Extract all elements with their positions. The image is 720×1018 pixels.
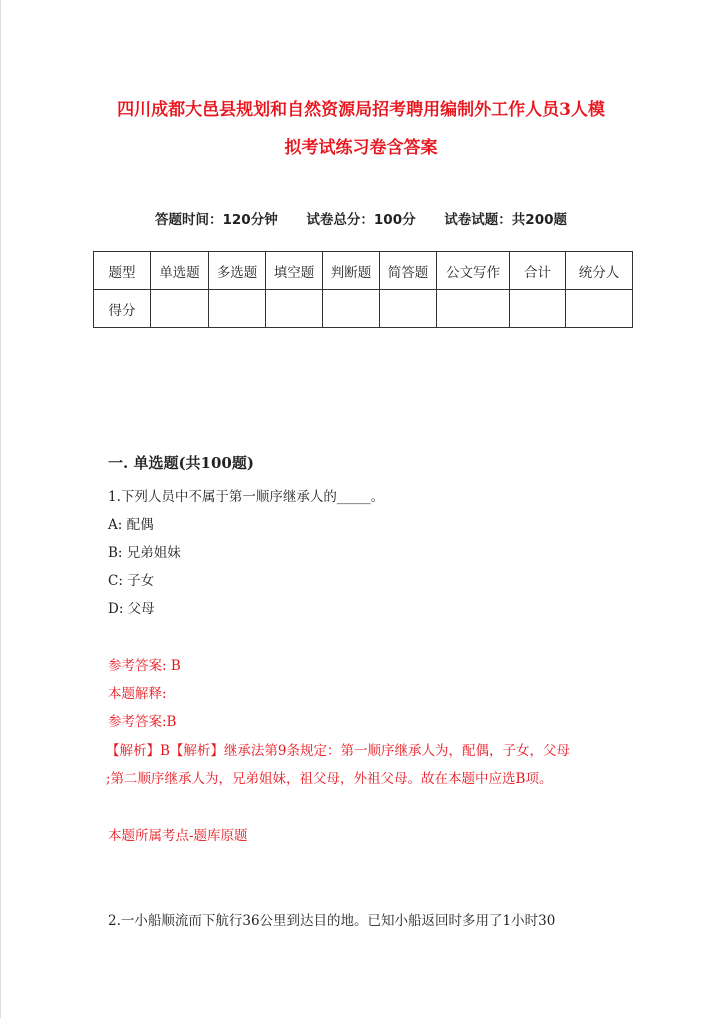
score-cell — [510, 290, 566, 328]
score-cell — [266, 290, 323, 328]
doc-title-line1: 四川成都大邑县规划和自然资源局招考聘用编制外工作人员3人模 — [117, 100, 605, 120]
score-cell — [437, 290, 510, 328]
score-table-row — [94, 290, 633, 328]
question-2: 2.一小船顺流而下航行36公里到达目的地。已知小船返回时多用了1小时30 — [108, 913, 556, 929]
explanation-label: 本题解释: — [108, 686, 167, 702]
exam-total: 试卷总分：100分 — [306, 212, 416, 228]
option-c: C: 子女 — [108, 573, 155, 589]
header-cell: 简答题 — [380, 252, 437, 290]
header-cell: 题型 — [94, 252, 151, 290]
score-cell — [566, 290, 633, 328]
header-cell: 填空题 — [266, 252, 323, 290]
option-a: A: 配偶 — [108, 517, 154, 533]
score-table — [93, 251, 633, 328]
exam-count: 试卷试题：共200题 — [444, 212, 567, 228]
header-cell: 多选题 — [209, 252, 266, 290]
header-cell: 公文写作 — [437, 252, 510, 290]
reference-answer-2: 参考答案:B — [108, 714, 177, 730]
exam-meta — [1, 208, 720, 228]
header-cell: 单选题 — [151, 252, 209, 290]
score-cell — [209, 290, 266, 328]
score-cell — [380, 290, 437, 328]
header-cell: 统分人 — [566, 252, 633, 290]
analysis-line2: ;第二顺序继承人为，兄弟姐妹，祖父母，外祖父母。故在本题中应选B项。 — [106, 771, 553, 787]
score-table-header — [94, 252, 633, 290]
score-cell — [151, 290, 209, 328]
exam-time: 答题时间：120分钟 — [155, 212, 278, 228]
doc-title-line2: 拟考试练习卷含答案 — [284, 138, 438, 158]
question-source: 本题所属考点-题库原题 — [108, 828, 248, 844]
option-b: B: 兄弟姐妹 — [108, 545, 181, 561]
score-cell — [323, 290, 380, 328]
section-heading: 一. 单选题(共100题) — [108, 454, 254, 472]
row-label: 得分 — [94, 290, 151, 328]
reference-answer: 参考答案: B — [108, 658, 181, 674]
header-cell: 判断题 — [323, 252, 380, 290]
option-d: D: 父母 — [108, 601, 155, 617]
analysis-line1: 【解析】B【解析】继承法第9条规定：第一顺序继承人为，配偶，子女，父母 — [106, 743, 571, 759]
header-cell: 合计 — [510, 252, 566, 290]
question-1: 1.下列人员中不属于第一顺序继承人的_____。 — [108, 489, 385, 505]
